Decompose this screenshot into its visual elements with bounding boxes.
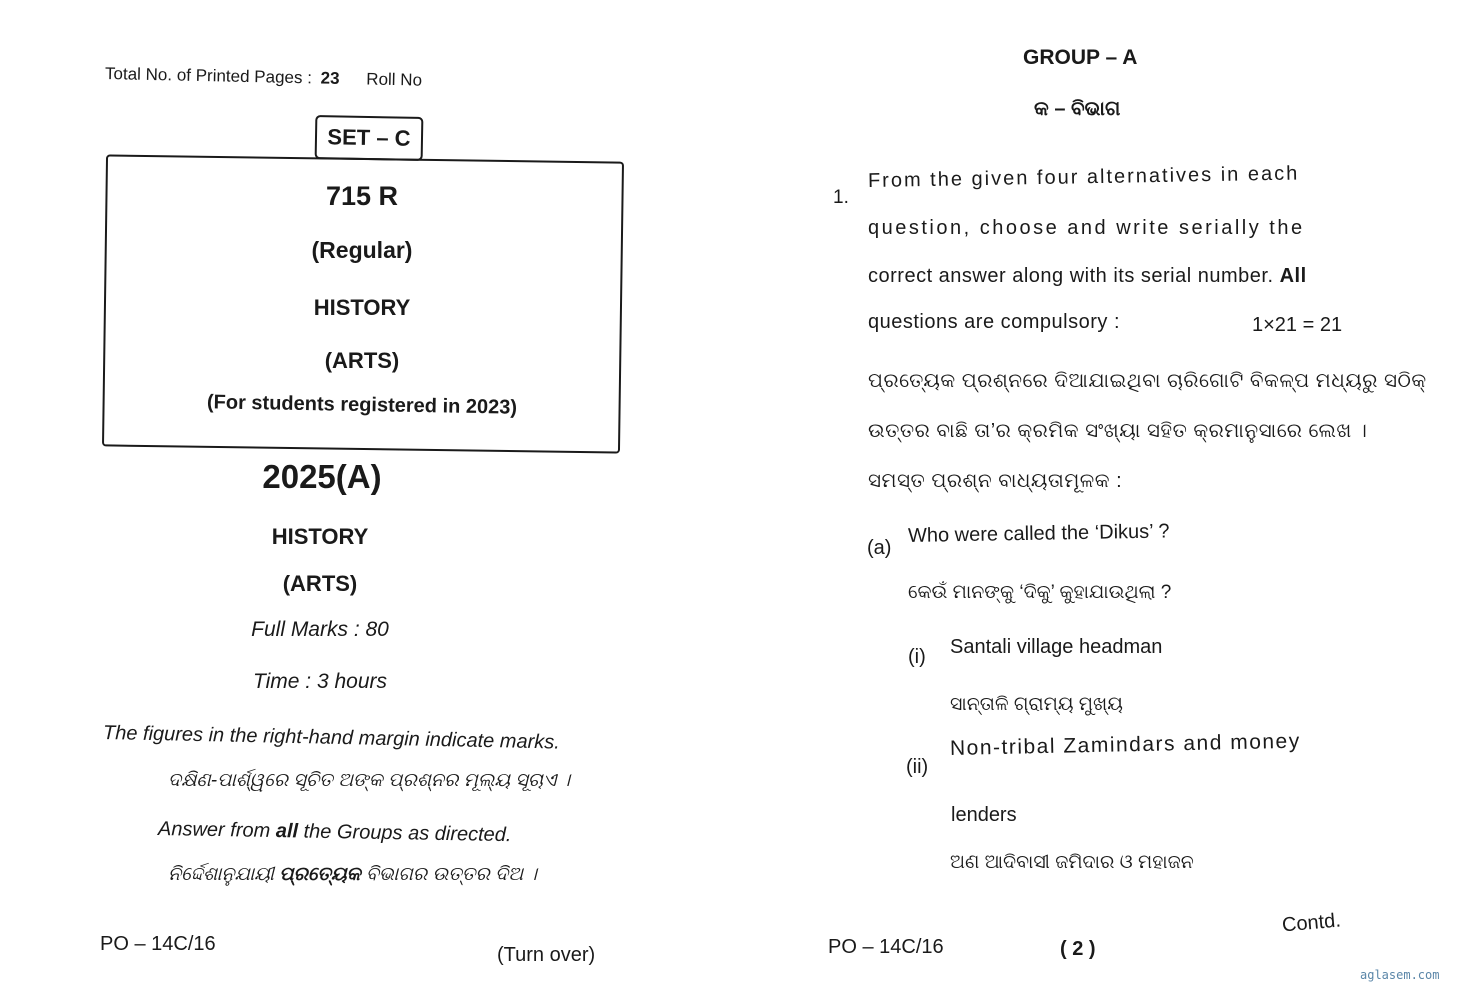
total-pages-value: 23 xyxy=(320,68,340,88)
roll-no-label: Roll No xyxy=(366,69,423,90)
option-label: (ii) xyxy=(906,756,929,778)
answer-note-prefix: Answer from xyxy=(157,818,276,843)
total-pages-label: Total No. of Printed Pages : xyxy=(104,64,313,88)
option-text-continued: lenders xyxy=(951,804,1017,826)
question-line: From the given four alternatives in each xyxy=(867,162,1300,192)
option-label: (i) xyxy=(908,646,926,668)
sub-question-odia: କେଉଁ ମାନଙ୍କୁ ‘ଦିକୁ’ କୁହାଯାଉଥିଲା ? xyxy=(908,582,1172,603)
time-allowed: Time : 3 hours xyxy=(252,670,388,693)
group-title: GROUP – A xyxy=(1023,46,1138,69)
question-line: question, choose and write serially the xyxy=(868,217,1305,239)
question-odia-line: ପ୍ରତ୍ୟେକ ପ୍ରଶ୍ନରେ ଦିଆଯାଇଥିବା ଚାରିଗୋଟି ବିକଳ୍ପ ମଧ୍ୟରୁ ସଠିକ୍ xyxy=(868,370,1427,392)
option-odia: ଅଣ ଆଦିବାସୀ ଜମିଦାର ଓ ମହାଜନ xyxy=(950,852,1194,873)
answer-note-odia xyxy=(168,864,537,886)
sub-question-label: (a) xyxy=(867,537,892,559)
figures-note-odia: ଦକ୍ଷିଣ-ପାର୍ଶ୍ୱରେ ସୂଚିତ ଅଙ୍କ ପ୍ରଶ୍ନର ମୂଲ୍ୟ ସୂଚାଏ । xyxy=(168,770,571,791)
question-line-bold: All xyxy=(1279,265,1307,287)
stream-title: (ARTS) xyxy=(282,571,358,596)
question-odia-line: ସମସ୍ତ ପ୍ରଶ୍ନ ବାଧ୍ୟତାମୂଳକ : xyxy=(868,470,1123,492)
answer-note-odia-prefix: ନିର୍ଦ୍ଦେଶାନୁଯାୟୀ xyxy=(168,864,280,885)
question-marks: 1×21 = 21 xyxy=(1252,314,1343,336)
paper-code-footer: PO – 14C/16 xyxy=(100,933,216,955)
answer-note-bold: all xyxy=(275,820,299,843)
cover-stream: (ARTS) xyxy=(324,348,400,373)
question-line xyxy=(868,265,1307,288)
paper-code: 715 R xyxy=(325,181,399,211)
option-text: Non-tribal Zamindars and money xyxy=(949,729,1301,760)
figures-note: The figures in the right-hand margin indicate marks. xyxy=(102,722,561,754)
question-odia-line: ଉତ୍ତର ବାଛି ତା’ର କ୍ରମିକ ସଂଖ୍ୟା ସହିତ କ୍ରମାନୁସାରେ ଲେଖ । xyxy=(868,420,1368,442)
group-title-odia: କ – ବିଭାଗ xyxy=(1034,98,1121,120)
page-number: ( 2 ) xyxy=(1060,938,1096,960)
exam-year: 2025(A) xyxy=(262,458,382,495)
answer-note-suffix: the Groups as directed. xyxy=(297,820,512,847)
set-badge: SET – C xyxy=(315,115,424,161)
answer-note xyxy=(158,818,512,847)
watermark: aglasem.com xyxy=(1360,968,1440,982)
sub-question-text: Who were called the ‘Dikus’ ? xyxy=(907,520,1170,547)
full-marks: Full Marks : 80 xyxy=(251,618,389,641)
answer-note-odia-suffix: ବିଭାଗର ଉତ୍ତର ଦିଅ । xyxy=(360,864,537,885)
continued-note: Contd. xyxy=(1281,909,1342,937)
paper-code-footer: PO – 14C/16 xyxy=(828,936,944,958)
option-text: Santali village headman xyxy=(950,636,1163,658)
regular-tag: (Regular) xyxy=(311,237,413,263)
turn-over: (Turn over) xyxy=(497,944,596,966)
answer-note-odia-bold: ପ୍ରତ୍ୟେକ xyxy=(279,864,361,885)
option-odia: ସାନ୍ତାଳି ଗ୍ରାମ୍ୟ ମୁଖ୍ୟ xyxy=(950,694,1123,715)
subject-title: HISTORY xyxy=(271,524,369,549)
question-line-text: correct answer along with its serial number. xyxy=(868,265,1280,287)
question-number: 1. xyxy=(833,187,849,208)
cover-subject: HISTORY xyxy=(313,295,411,320)
question-line: questions are compulsory : xyxy=(868,311,1121,333)
registration-note: (For students registered in 2023) xyxy=(206,391,518,419)
printed-pages-line xyxy=(105,64,422,91)
